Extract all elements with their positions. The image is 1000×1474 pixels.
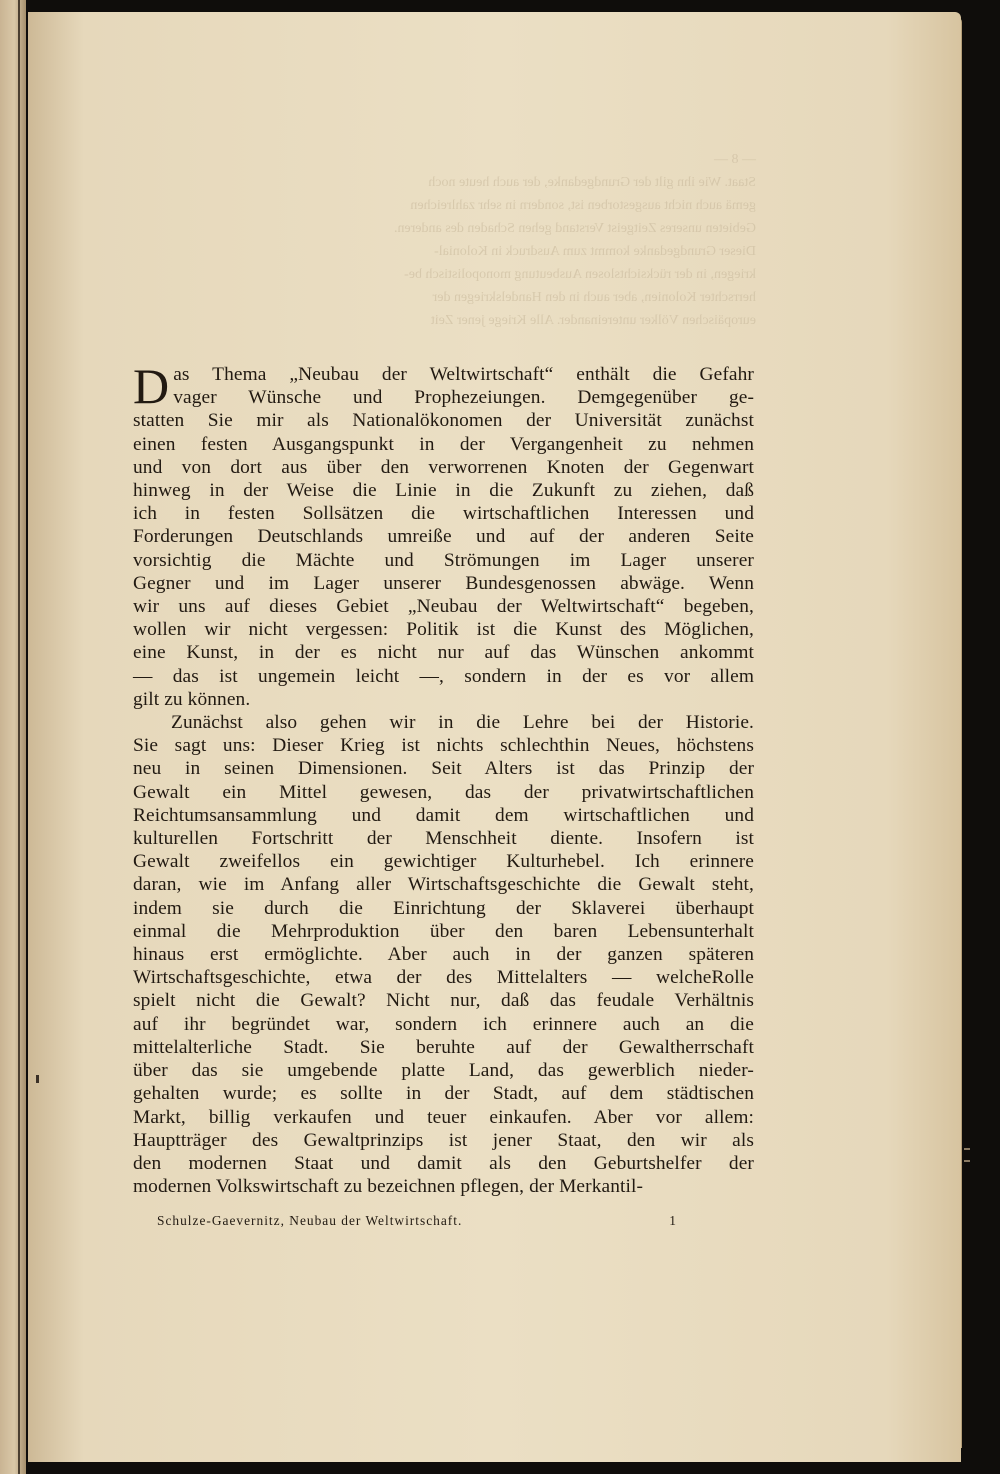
ruler-tick — [964, 1160, 970, 1162]
text-line: Forderungen Deutschlands umreiße und auf der anderen Seite — [133, 526, 754, 548]
page-mark — [36, 1075, 39, 1083]
text-line: Gegner und im Lager unserer Bundesgenossen abwäge. Wenn — [133, 572, 754, 594]
page-footer — [157, 1213, 677, 1229]
text-line: hinaus erst ermöglichte. Aber auch in der ganzen späteren — [133, 944, 754, 966]
text-line: neu in seinen Dimensionen. Seit Alters ist das Prinzip der — [133, 758, 754, 780]
text-line: mittelalterliche Stadt. Sie beruhte auf der Gewaltherrschaft — [133, 1036, 754, 1058]
text-line: vager Wünsche und Prophezeiungen. Demgegenüber ge- — [173, 387, 754, 409]
text-line: vorsichtig die Mächte und Strömungen im Lager unserer — [133, 549, 754, 571]
ghost-line: — 8 — — [714, 152, 756, 167]
paragraph-1 — [133, 358, 754, 711]
left-page-sliver — [0, 0, 26, 1474]
text-line: eine Kunst, in der es nicht nur auf das Wünschen ankommt — [133, 642, 754, 664]
ghost-line: gemä auch nicht ausgestorben ist, sondern in sehr zahlreichen — [410, 198, 756, 213]
text-line: auf ihr begründet war, sondern ich erinnere auch an die — [133, 1013, 754, 1035]
ghost-line: herrschter Kolonien, aber auch in den Handelskriegen der — [432, 290, 756, 305]
page-ruler — [964, 0, 1000, 1474]
text-line: kulturellen Fortschritt der Menschheit diente. Insofern ist — [133, 828, 754, 850]
text-line: indem sie durch die Einrichtung der Sklaverei überhaupt — [133, 897, 754, 919]
text-line: Sie sagt uns: Dieser Krieg ist nichts schlechthin Neues, höchstens — [133, 735, 754, 757]
text-line: spielt nicht die Gewalt? Nicht nur, daß das feudale Verhältnis — [133, 990, 754, 1012]
text-line: Zunächst also gehen wir in die Lehre bei der Historie. — [171, 712, 754, 734]
text-line: und von dort aus über den verworrenen Knoten der Gegenwart — [133, 456, 754, 478]
text-line: daran, wie im Anfang aller Wirtschaftsgeschichte die Gewalt steht, — [133, 874, 754, 896]
text-line: — das ist ungemein leicht —, sondern in der es vor allem — [133, 665, 754, 687]
text-line: Wirtschaftsgeschichte, etwa der des Mittelalters — welcheRolle — [133, 967, 754, 989]
text-line: gehalten wurde; es sollte in der Stadt, auf dem städtischen — [133, 1083, 754, 1105]
ghost-line: Dieser Grundgedanke kommt zum Ausdruck in Kolonial- — [434, 244, 756, 259]
text-line: Reichtumsansammlung und damit dem wirtschaftlichen und — [133, 804, 754, 826]
ghost-line: europäischen Völker untereinander. Alle Kriege jener Zeit — [430, 313, 756, 328]
text-line: ich in festen Sollsätzen die wirtschaftlichen Interessen und — [133, 503, 754, 525]
text-line: modernen Volkswirtschaft zu bezeichnen pflegen, der Merkantil- — [133, 1176, 644, 1198]
show-through-text — [130, 148, 756, 332]
text-line: einen festen Ausgangspunkt in der Vergangenheit zu nehmen — [133, 433, 754, 455]
drop-cap: D — [133, 358, 170, 414]
ghost-line: kriegen, in der rücksichtslosen Ausbeutung monopolistisch be- — [404, 267, 756, 282]
paragraph-2 — [133, 711, 754, 1198]
text-line: as Thema „Neubau der Weltwirtschaft“ enthält die Gefahr — [173, 364, 754, 385]
text-line: wir uns auf dieses Gebiet „Neubau der Weltwirtschaft“ begeben, — [133, 596, 754, 618]
text-line: über das sie umgebende platte Land, das gewerblich nieder- — [133, 1060, 754, 1082]
sheet-number: 1 — [669, 1213, 677, 1228]
text-line: Markt, billig verkaufen und teuer einkaufen. Aber vor allem: — [133, 1106, 754, 1128]
printer-signature: Schulze-Gaevernitz, Neubau der Weltwirtschaft. — [157, 1213, 463, 1228]
text-line: Hauptträger des Gewaltprinzips ist jener Staat, den wir als — [133, 1129, 754, 1151]
text-line: Gewalt ein Mittel gewesen, das der privatwirtschaftlichen — [133, 781, 754, 803]
text-line: einmal die Mehrproduktion über den baren Lebensunterhalt — [133, 920, 754, 942]
text-line: Gewalt zweifellos ein gewichtiger Kulturhebel. Ich erinnere — [133, 851, 754, 873]
body-text — [133, 358, 754, 1198]
ghost-line: Staat. Wie ihn gilt der Grundgedanke, der auch heute noch — [428, 175, 756, 190]
book-gutter — [18, 0, 20, 1474]
text-line: hinweg in der Weise die Linie in die Zukunft zu ziehen, daß — [133, 480, 754, 502]
ghost-line: Gebieten unseres Zeitgeist Verstand gehen Schaden des anderen. — [393, 221, 756, 236]
ruler-tick — [964, 1148, 970, 1150]
text-line: wollen wir nicht vergessen: Politik ist die Kunst des Möglichen, — [133, 619, 754, 641]
text-line: statten Sie mir als Nationalökonomen der Universität zunächst — [133, 410, 754, 432]
text-line: den modernen Staat und damit als den Geburtshelfer der — [133, 1152, 754, 1174]
text-line: gilt zu können. — [133, 688, 251, 710]
